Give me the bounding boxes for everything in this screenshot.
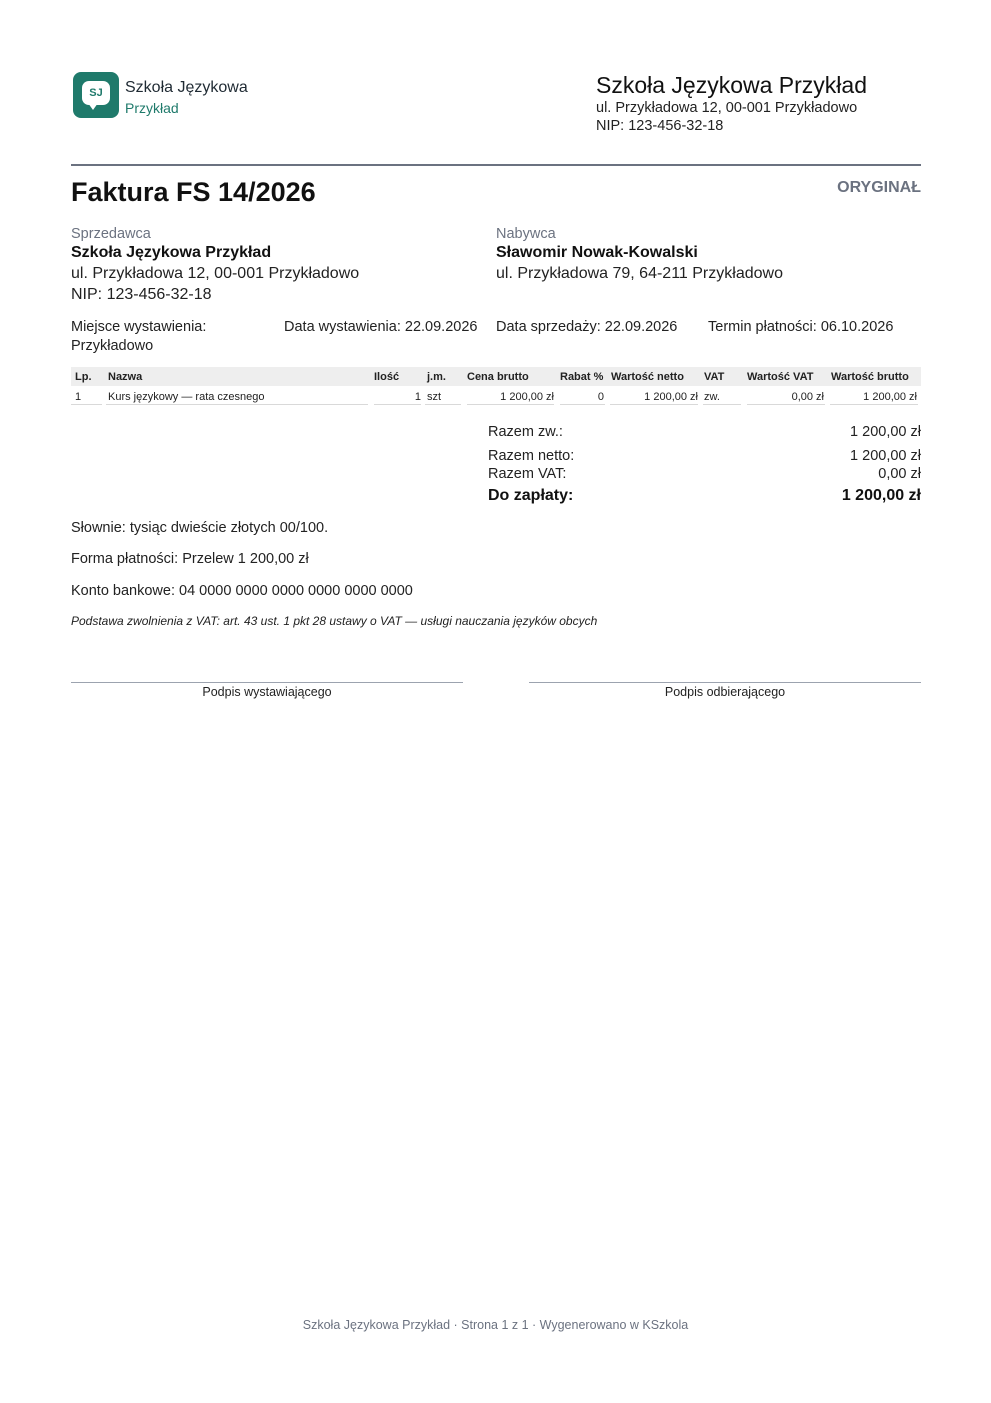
header-company-name: Szkoła Językowa Przykład — [596, 72, 867, 98]
logo-bubble-tail — [88, 103, 98, 110]
cell-lp: 1 — [75, 391, 82, 403]
col-name: Nazwa — [108, 371, 143, 383]
cell-qty: 1 — [414, 391, 421, 403]
cell-discount: 0 — [597, 391, 604, 403]
cell-underline — [106, 404, 368, 405]
cell-underline — [747, 404, 825, 405]
buyer-block — [496, 226, 783, 283]
cell-vat: zw. — [704, 391, 720, 403]
seller-name: Szkoła Językowa Przykład — [71, 244, 272, 261]
col-gross-price: Cena brutto — [467, 371, 529, 383]
sale-date: Data sprzedaży: 22.09.2026 — [496, 319, 678, 335]
seller-nip: NIP: 123-456-32-18 — [71, 286, 212, 303]
seller-block — [71, 226, 359, 304]
col-gross-value: Wartość brutto — [831, 371, 909, 383]
cell-underline — [425, 404, 461, 405]
total-net-value: 1 200,00 zł — [850, 448, 921, 464]
logo-initials: SJ — [82, 81, 110, 105]
place-value: Przykładowo — [71, 338, 154, 354]
vat-exemption-note: Podstawa zwolnienia z VAT: art. 43 ust. 1 pkt 28 ustawy o VAT — usługi nauczania języków obcych — [71, 614, 598, 628]
total-vat-label: Razem VAT: — [488, 466, 567, 482]
cell-underline — [467, 404, 554, 405]
cell-underline — [830, 404, 918, 405]
cell-underline — [703, 404, 741, 405]
invoice-title: Faktura FS 14/2026 — [71, 177, 316, 207]
amount-due-value: 1 200,00 zł — [841, 487, 921, 504]
amount-in-words: Słownie: tysiąc dwieście złotych 00/100. — [71, 520, 329, 536]
cell-underline — [71, 404, 102, 405]
cell-unit: szt — [427, 391, 442, 403]
col-discount: Rabat % — [560, 371, 604, 383]
col-net-value: Wartość netto — [611, 371, 684, 383]
cell-gross-value: 1 200,00 zł — [863, 391, 917, 403]
buyer-name: Sławomir Nowak-Kowalski — [496, 244, 698, 261]
issue-date: Data wystawienia: 22.09.2026 — [284, 319, 478, 335]
total-vat-value: 0,00 zł — [878, 466, 921, 482]
cell-underline — [374, 404, 421, 405]
page-footer: Szkoła Językowa Przykład · Strona 1 z 1 · Wygenerowano w KSzkola — [302, 1318, 689, 1332]
receiver-signature-line — [529, 682, 921, 683]
cell-gross-price: 1 200,00 zł — [500, 391, 554, 403]
total-exempt-value: 1 200,00 zł — [850, 424, 921, 440]
col-unit: j.m. — [427, 371, 446, 383]
payment-method: Forma płatności: Przelew 1 200,00 zł — [71, 551, 309, 567]
place-label: Miejsce wystawienia: — [71, 319, 207, 335]
issuer-signature-label: Podpis wystawiającego — [202, 685, 332, 699]
copy-label: ORYGINAŁ — [837, 179, 921, 196]
due-date: Termin płatności: 06.10.2026 — [708, 319, 894, 335]
total-net-label: Razem netto: — [488, 448, 575, 464]
header-divider — [71, 164, 921, 166]
cell-underline — [610, 404, 698, 405]
seller-address: ul. Przykładowa 12, 00-001 Przykładowo — [71, 265, 360, 282]
col-lp: Lp. — [75, 371, 92, 383]
buyer-address: ul. Przykładowa 79, 64-211 Przykładowo — [496, 265, 783, 282]
receiver-signature-label: Podpis odbierającego — [664, 685, 786, 699]
header-company-address: ul. Przykładowa 12, 00-001 Przykładowo — [596, 100, 858, 116]
amount-due-label: Do zapłaty: — [488, 487, 574, 504]
cell-name: Kurs językowy — rata czesnego — [108, 391, 265, 403]
issuer-signature-line — [71, 682, 463, 683]
cell-net-value: 1 200,00 zł — [644, 391, 698, 403]
logo-text-line1: Szkoła Językowa — [125, 79, 248, 96]
col-vat-value: Wartość VAT — [747, 371, 814, 383]
buyer-label: Nabywca — [496, 226, 556, 242]
logo-icon — [73, 72, 119, 118]
seller-label: Sprzedawca — [71, 226, 151, 242]
col-qty: Ilość — [374, 371, 400, 383]
place-of-issue — [71, 318, 206, 356]
cell-underline — [560, 404, 605, 405]
col-vat: VAT — [704, 371, 725, 383]
cell-vat-value: 0,00 zł — [791, 391, 824, 403]
logo-text-line2: Przykład — [125, 100, 179, 116]
bank-account: Konto bankowe: 04 0000 0000 0000 0000 0000 0000 — [71, 583, 413, 599]
total-exempt-label: Razem zw.: — [488, 424, 563, 440]
header-company-nip: NIP: 123-456-32-18 — [596, 118, 724, 134]
